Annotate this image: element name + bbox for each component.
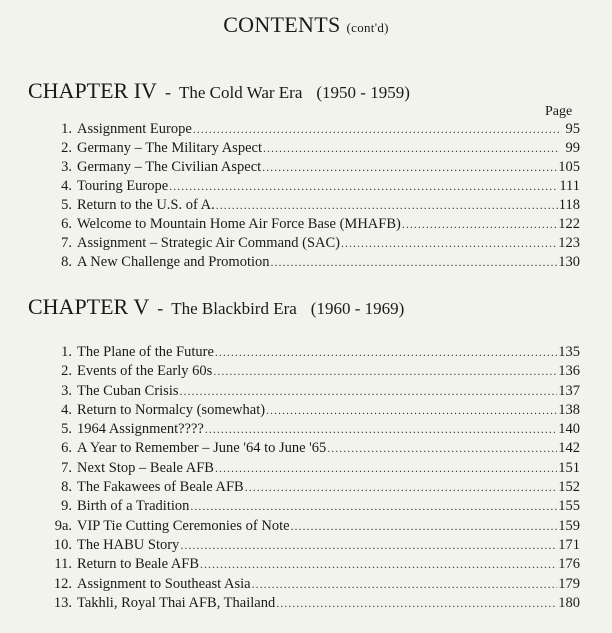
entry-title: A Year to Remember – June '64 to June '65 <box>77 440 327 457</box>
dot-leader <box>266 403 557 418</box>
entry-title: Welcome to Mountain Home Air Force Base (MHAFB) <box>77 216 401 232</box>
toc-entry <box>40 178 580 197</box>
entry-number: 10. <box>53 536 72 553</box>
toc-entry <box>40 595 580 614</box>
entry-title: The HABU Story <box>77 536 180 553</box>
entry-title: Germany – The Civilian Aspect <box>77 159 262 175</box>
entry-page: 179 <box>558 575 580 592</box>
chapter-years: (1960 - 1969) <box>310 299 405 318</box>
toc-entry <box>40 159 580 178</box>
dot-leader <box>169 179 558 194</box>
entry-page: 159 <box>558 517 580 534</box>
entry-number: 6. <box>61 440 72 457</box>
entry-title: 1964 Assignment???? <box>77 421 204 438</box>
entry-title: The Plane of the Future <box>77 344 214 360</box>
dot-leader <box>262 160 557 175</box>
entry-number: 7. <box>61 235 72 251</box>
toc-entry <box>40 344 580 363</box>
toc-entry <box>40 402 580 421</box>
entry-page: 123 <box>558 235 580 251</box>
toc-entry <box>40 197 580 216</box>
entry-title: Assignment Europe <box>77 121 192 137</box>
entry-page: 122 <box>558 216 580 232</box>
entry-title: Takhli, Royal Thai AFB, Thailand <box>77 594 276 611</box>
entry-number: 8. <box>61 479 72 496</box>
entry-page: 180 <box>558 594 580 611</box>
toc-entry <box>40 140 580 159</box>
toc-entry <box>40 216 580 235</box>
dot-leader <box>215 345 557 360</box>
toc-entry <box>40 383 580 402</box>
entry-number: 3. <box>61 159 72 175</box>
dot-leader <box>276 596 557 611</box>
toc-entry <box>40 498 580 517</box>
entry-number: 1. <box>61 121 72 137</box>
page-column-label: Page <box>545 104 573 119</box>
entry-number: 5. <box>61 421 72 438</box>
entry-number: 4. <box>61 178 72 194</box>
entry-title: VIP Tie Cutting Ceremonies of Note <box>77 517 290 534</box>
entry-title: Return to Normalcy (somewhat) <box>77 401 266 418</box>
entry-page: 140 <box>558 421 580 438</box>
chapter-iv-entries <box>40 121 580 273</box>
entry-page: 171 <box>558 536 580 553</box>
entry-title: Assignment to Southeast Asia <box>77 575 251 592</box>
page-title <box>0 12 612 38</box>
chapter-number: CHAPTER V <box>28 294 150 319</box>
chapter-years: (1950 - 1959) <box>316 83 410 102</box>
entry-title: Next Stop – Beale AFB <box>77 459 214 476</box>
entry-page: 142 <box>558 440 580 457</box>
toc-entry <box>40 235 580 254</box>
entry-number: 2. <box>61 140 72 156</box>
dot-leader <box>180 384 558 399</box>
entry-number: 9a. <box>54 517 72 534</box>
toc-entry <box>40 556 580 575</box>
entry-page: 99 <box>565 140 580 156</box>
entry-page: 152 <box>558 479 580 496</box>
dot-leader <box>271 255 558 270</box>
entry-title: A New Challenge and Promotion <box>77 254 270 270</box>
toc-entry <box>40 460 580 479</box>
chapter-name: The Cold War Era <box>178 83 303 102</box>
entry-number: 7. <box>61 459 72 476</box>
toc-entry <box>40 421 580 440</box>
toc-entry <box>40 576 580 595</box>
entry-number: 9. <box>61 498 72 515</box>
dot-leader <box>341 236 557 251</box>
chapter-name: The Blackbird Era <box>171 299 297 318</box>
entry-page: 135 <box>558 344 580 360</box>
entry-page: 118 <box>558 197 580 213</box>
entry-title: The Cuban Crisis <box>77 382 179 399</box>
entry-number: 3. <box>61 382 72 399</box>
dot-leader <box>245 480 558 495</box>
entry-page: 176 <box>558 556 580 573</box>
chapter-number: CHAPTER IV <box>28 78 157 103</box>
entry-number: 6. <box>61 216 72 232</box>
toc-entry <box>40 518 580 537</box>
entry-number: 11. <box>54 556 72 573</box>
chapter-separator: - <box>157 298 164 318</box>
chapter-heading-iv <box>28 78 410 104</box>
dot-leader <box>291 519 558 534</box>
entry-title: Touring Europe <box>77 178 169 194</box>
dot-leader <box>216 198 558 213</box>
entry-page: 136 <box>558 363 580 380</box>
entry-title: The Fakawees of Beale AFB <box>77 479 244 496</box>
entry-page: 130 <box>558 254 580 270</box>
dot-leader <box>215 461 557 476</box>
toc-entry <box>40 363 580 382</box>
entry-page: 111 <box>559 178 580 194</box>
contents-heading: CONTENTS <box>223 12 341 37</box>
entry-title: Assignment – Strategic Air Command (SAC) <box>77 235 340 251</box>
entry-title: Birth of a Tradition <box>77 498 190 515</box>
entry-title: Germany – The Military Aspect <box>77 140 262 156</box>
dot-leader <box>205 422 557 437</box>
chapter-heading-v <box>28 294 404 320</box>
entry-page: 151 <box>558 459 580 476</box>
dot-leader <box>193 122 559 137</box>
toc-entry <box>40 537 580 556</box>
entry-number: 5. <box>61 197 72 213</box>
toc-entry <box>40 479 580 498</box>
entry-number: 2. <box>61 363 72 380</box>
entry-title: Events of the Early 60s <box>77 363 213 380</box>
entry-title: Return to Beale AFB <box>77 556 200 573</box>
continued-label: (cont'd) <box>346 20 389 35</box>
entry-number: 1. <box>61 344 72 360</box>
entry-page: 155 <box>558 498 580 515</box>
entry-number: 4. <box>61 401 72 418</box>
dot-leader <box>263 141 559 156</box>
entry-page: 137 <box>558 382 580 399</box>
entry-number: 12. <box>53 575 72 592</box>
dot-leader <box>190 499 557 514</box>
chapter-separator: - <box>164 82 171 102</box>
entry-page: 105 <box>558 159 580 175</box>
dot-leader <box>402 217 557 232</box>
entry-number: 13. <box>53 594 72 611</box>
dot-leader <box>252 577 558 592</box>
dot-leader <box>180 538 557 553</box>
dot-leader <box>200 557 557 572</box>
entry-page: 95 <box>565 121 580 137</box>
toc-entry <box>40 121 580 140</box>
toc-entry <box>40 440 580 459</box>
entry-page: 138 <box>558 401 580 418</box>
dot-leader <box>327 441 557 456</box>
chapter-v-entries <box>40 344 580 614</box>
toc-entry <box>40 254 580 273</box>
entry-title: Return to the U.S. of A. <box>77 197 215 213</box>
dot-leader <box>213 364 557 379</box>
entry-number: 8. <box>61 254 72 270</box>
